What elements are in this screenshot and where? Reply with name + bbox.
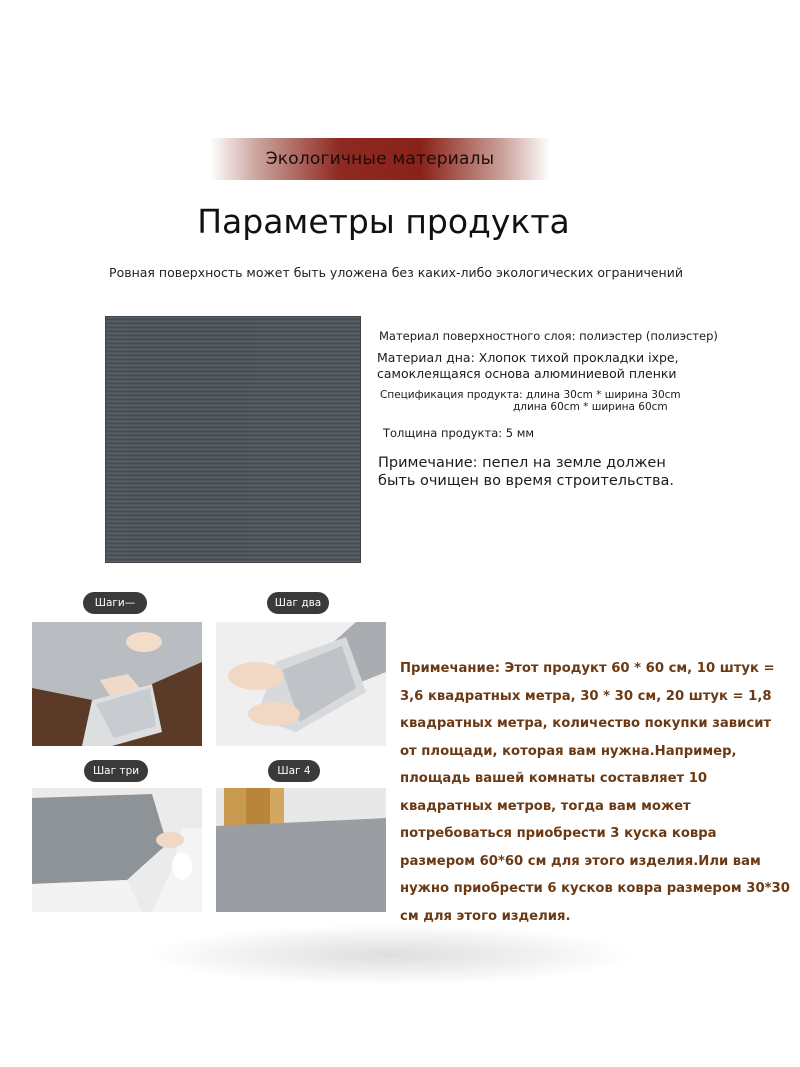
page-title: Параметры продукта [197, 202, 570, 241]
step-4-label: Шаг 4 [268, 760, 320, 782]
step-2-photo [216, 622, 386, 746]
step-4-photo [216, 788, 386, 912]
step-2-label: Шаг два [267, 592, 329, 614]
spec-cleaning-note-line2: быть очищен во время строительства. [378, 473, 675, 489]
quantity-note: Примечание: Этот продукт 60 * 60 см, 10 штук = 3,6 квадратных метра, 30 * 30 см, 20 штук = 1,8 квадратных метра, количество покупки зависит от площади, которая вам нужна.Например, площадь вашей комнаты составляет 10 квадратных метров, тогда вам может потребоваться приобрести 3 куска ковра размером 60*60 см для этого изделия.Или вам нужно приобрести 6 кусков ковра размером 30*30 см для этого изделия. [400, 661, 790, 924]
eco-materials-banner [210, 138, 550, 180]
spec-thickness: Толщина продукта: 5 мм [383, 426, 535, 440]
carpet-sample-image [105, 316, 361, 563]
spec-bottom-material-line1: Материал дна: Хлопок тихой прокладки ixpe, [377, 350, 679, 365]
step-3-label: Шаг три [84, 760, 148, 782]
step-1-photo [32, 622, 202, 746]
spec-cleaning-note [378, 454, 674, 490]
spec-surface-material: Материал поверхностного слоя: полиэстер (полиэстер) [379, 329, 718, 343]
spec-cleaning-note-line1: Примечание: пепел на земле должен [378, 455, 666, 471]
spec-size-line1: Спецификация продукта: длина 30cm * ширина 30cm [380, 389, 681, 401]
page-subtitle: Ровная поверхность может быть уложена без каких-либо экологических ограничений [109, 265, 683, 280]
floor-shadow [150, 925, 630, 985]
step-3-photo [32, 788, 202, 912]
spec-bottom-material-line2: самоклеящаяся основа алюминиевой пленки [377, 366, 677, 381]
banner-label: Экологичные материалы [265, 149, 495, 169]
step-1-label: Шаги— [83, 592, 147, 614]
spec-size-line2: длина 60cm * ширина 60cm [513, 401, 668, 413]
spec-bottom-material [377, 350, 679, 382]
